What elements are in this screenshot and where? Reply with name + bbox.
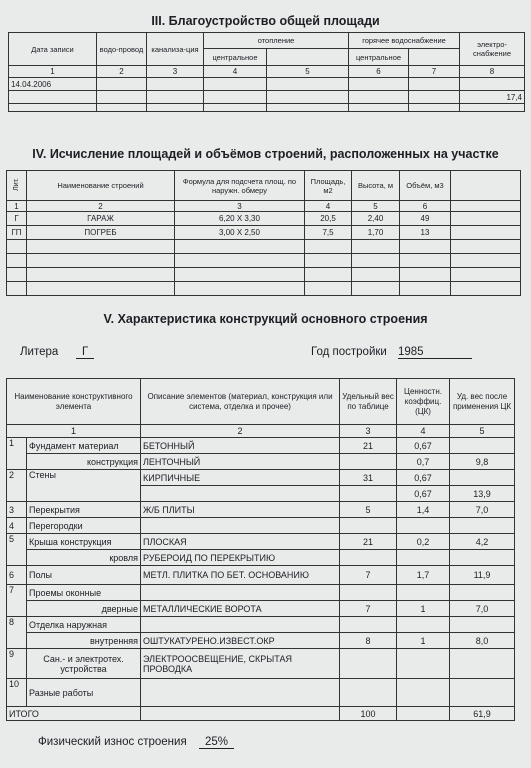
- table-row: ГП ПОГРЕБ 3,00 Х 2,50 7,5 1,70 13: [7, 226, 521, 240]
- litera-value: Г: [76, 346, 98, 358]
- table-row: 2 Стены КИРПИЧНЫЕ 31 0,67: [7, 470, 515, 486]
- table-row: [7, 268, 521, 282]
- header-element: Наименование конструктивного элемента: [7, 379, 141, 425]
- table-row: [7, 254, 521, 268]
- table-row: 1 Фундамент материал БЕТОННЫЙ 21 0,67: [7, 438, 515, 454]
- table-row: 7 Проемы оконные: [7, 585, 515, 601]
- year-label: Год постройки: [311, 346, 387, 358]
- table-row: [7, 240, 521, 254]
- table-row: 9 Сан.- и электротех. устройства ЭЛЕКТРООСВЕЩЕНИЕ, СКРЫТАЯ ПРОВОДКА: [7, 649, 515, 679]
- electric-value: 17,4: [460, 91, 525, 104]
- column-numbers: 1 2 3 4 5: [7, 425, 515, 438]
- table-row: 10 Разные работы: [7, 679, 515, 707]
- section5-title: V. Характеристика конструкций основного строения: [103, 312, 428, 326]
- total-weight: 100: [340, 707, 397, 721]
- section4-title: IV. Исчисление площадей и объёмов строений, расположенных на участке: [32, 147, 499, 161]
- wear-value: 25%: [199, 736, 234, 748]
- table-row: 6 Полы МЕТЛ. ПЛИТКА ПО БЕТ. ОСНОВАНИЮ 7 1,7 11,9: [7, 566, 515, 585]
- year-value: 1985: [398, 346, 472, 359]
- header-heating: отопление: [204, 33, 349, 49]
- table-row: дверные МЕТАЛЛИЧЕСКИЕ ВОРОТА 7 1 7,0: [7, 601, 515, 617]
- table-row: [9, 104, 525, 112]
- utilities-table: [8, 32, 525, 112]
- column-numbers: 1 2 3 4 5 6: [7, 201, 521, 212]
- table-row: 8 Отделка наружная: [7, 617, 515, 633]
- header-water: водо-провод: [97, 33, 147, 66]
- header-sewer: канализа-ция: [147, 33, 204, 66]
- header-central: центральное: [204, 49, 267, 66]
- table-row: 5 Крыша конструкция ПЛОСКАЯ 21 0,2 4,2: [7, 534, 515, 550]
- header-height: Высота, м: [352, 171, 400, 201]
- table-row: конструкция ЛЕНТОЧНЫЙ 0,7 9,8: [7, 454, 515, 470]
- table-row: Г ГАРАЖ 6,20 Х 3,30 20,5 2,40 49: [7, 212, 521, 226]
- total-label: ИТОГО: [7, 707, 141, 721]
- header-applied: Уд. вес после применения ЦК: [450, 379, 515, 425]
- construction-table: [6, 378, 515, 721]
- header-area: Площадь, м2: [305, 171, 352, 201]
- table-row: кровля РУБЕРОИД ПО ПЕРЕКРЫТИЮ: [7, 550, 515, 566]
- litera-label: Литера: [20, 346, 59, 358]
- column-numbers: 1 2 3 4 5 6 7 8: [9, 66, 525, 78]
- header-lit: Лит.: [7, 171, 27, 201]
- header-name: Наименование строений: [27, 171, 175, 201]
- buildings-table: [6, 170, 521, 296]
- header-electric: электро-снабжение: [460, 33, 525, 66]
- table-row: [9, 91, 525, 104]
- header-volume: Объём, м3: [400, 171, 451, 201]
- table-row: внутренняя ОШТУКАТУРЕНО.ИЗВЕСТ.ОКР 8 1 8,0: [7, 633, 515, 649]
- total-applied: 61,9: [450, 707, 515, 721]
- section3-title: III. Благоустройство общей площади: [151, 14, 380, 28]
- record-date: 14.04.2006: [9, 78, 97, 91]
- table-row: 0,67 13,9: [7, 486, 515, 502]
- header-date: Дата записи: [9, 33, 97, 66]
- header-coef: Ценностн. коэффиц. (ЦК): [397, 379, 450, 425]
- table-row: [9, 78, 525, 91]
- table-row: 3 Перекрытия Ж/Б ПЛИТЫ 5 1,4 7,0: [7, 502, 515, 518]
- header-hot-water: горячее водоснабжение: [349, 33, 460, 49]
- table-row: 4 Перегородки: [7, 518, 515, 534]
- header-central-2: центральное: [349, 49, 409, 66]
- table-row: [7, 282, 521, 296]
- total-row: [7, 707, 515, 721]
- header-weight: Удельный вес по таблице: [340, 379, 397, 425]
- header-description: Описание элементов (материал, конструкция или система, отделка и прочее): [141, 379, 340, 425]
- header-formula: Формула для подсчета площ. по наружн. обмеру: [175, 171, 305, 201]
- wear-label: Физический износ строения: [38, 736, 187, 748]
